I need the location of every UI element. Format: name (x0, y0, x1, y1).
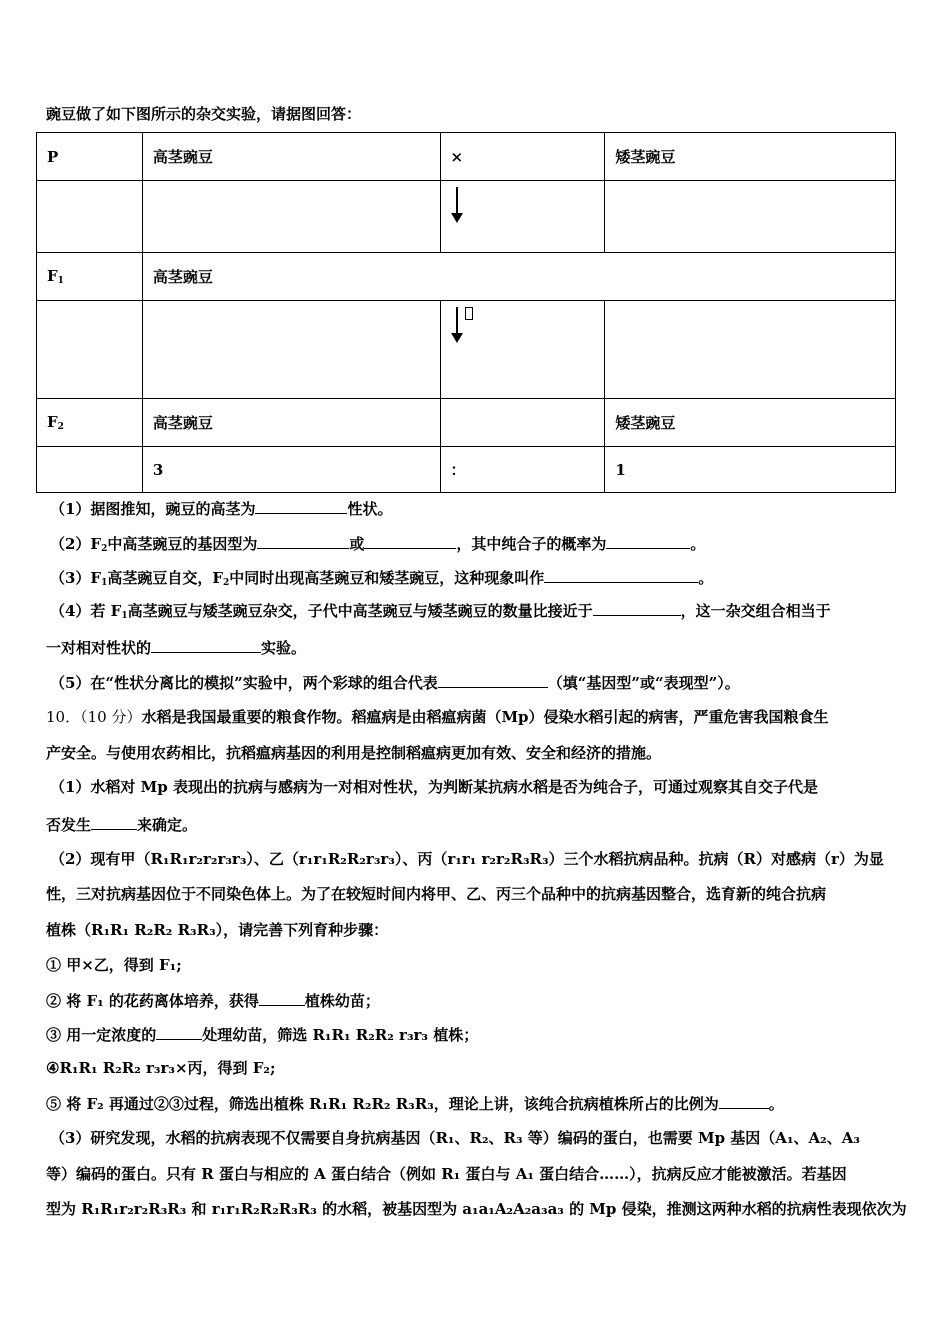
q9-question-5: （5）在“性状分离比的模拟”实验中，两个彩球的组合代表 （填“基因型”或“表现型”）。 (50, 674, 740, 692)
table-row-f1 (37, 253, 896, 301)
answer-blank[interactable] (156, 1024, 202, 1040)
q10-step-2: ② 将 F₁ 的花药离体培养，获得 植株幼苗； (46, 992, 380, 1010)
p-dwarf: 矮茎豌豆 (605, 133, 896, 181)
q9-question-2: $(2)F_2$中高茎豌豆的基因型为 或 ，其中纯合子的概率为 。 (50, 535, 706, 554)
q10-step-5: ⑤ 将 F₂ 再通过②③过程，筛选出植株 R₁R₁ R₂R₂ R₃R₃，理论上讲，该纯合抗病植株所占的比例为 。 (46, 1095, 784, 1113)
q9-question-4: （4）若 $F_1$高茎豌豆与矮茎豌豆杂交，子代中高茎豌豆与矮茎豌豆的数量比接近于 ，这一杂交组合相当于 (50, 602, 831, 621)
answer-blank[interactable] (91, 814, 137, 830)
q10-part-1-cont: 否发生 来确定。 (46, 816, 198, 834)
table-row-arrow-2 (37, 301, 896, 399)
answer-blank[interactable] (364, 533, 456, 549)
q10-part-2-line-2: 性，三对抗病基因位于不同染色体上。为了在较短时间内将甲、乙、丙三个品种中的抗病基因整合，选育新的纯合抗病 (46, 885, 827, 903)
table-row-f2 (37, 399, 896, 447)
q9-question-4-cont: 一对相对性状的 实验。 (46, 639, 307, 657)
f2-dwarf: 矮茎豌豆 (605, 399, 896, 447)
q10-part-3-line-2: 等）编码的蛋白。只有 R 蛋白与相应的 A 蛋白结合（例如 R₁ 蛋白与 A₁ 蛋白结合……），抗病反应才能被激活。若基因 (46, 1165, 847, 1183)
table-row-arrow-1 (37, 181, 896, 253)
ratio-separator: ： (440, 447, 605, 493)
q10-part-3-line-1: （3）研究发现，水稻的抗病表现不仅需要自身抗病基因（R₁、R₂、R₃ 等）编码的蛋白，也需要 Mp 基因（A₁、A₂、A₃ (50, 1129, 860, 1147)
f2-label: $F_2$ (37, 399, 143, 447)
answer-blank[interactable] (257, 533, 349, 549)
ratio-left: 3 (142, 447, 440, 493)
q10-part-1: （1）水稻对 Mp 表现出的抗病与感病为一对相对性状，为判断某抗病水稻是否为纯合子，可通过观察其自交子代是 (50, 778, 818, 796)
q10-stem-line-1: 10．（10 分）水稻是我国最重要的粮食作物。稻瘟病是由稻瘟病菌（Mp）侵染水稻引起的病害，严重危害我国粮食生 (46, 708, 829, 726)
p-tall: 高茎豌豆 (142, 133, 440, 181)
q10-part-2-line-1: （2）现有甲（R₁R₁r₂r₂r₃r₃）、乙（r₁r₁R₂R₂r₃r₃）、丙（r₁r₁ r₂r₂R₃R₃）三个水稻抗病品种。抗病（R）对感病（r）为显 (50, 850, 884, 868)
cross-sign: × (440, 133, 605, 181)
p-label: P (37, 133, 143, 181)
answer-blank[interactable] (151, 637, 261, 653)
q10-step-3: ③ 用一定浓度的 处理幼苗，筛选 R₁R₁ R₂R₂ r₃r₃ 植株； (46, 1026, 479, 1044)
f1-tall: 高茎豌豆 (142, 253, 895, 301)
ratio-right: 1 (605, 447, 896, 493)
q10-part-2-line-3: 植株（R₁R₁ R₂R₂ R₃R₃），请完善下列育种步骤： (46, 921, 389, 939)
answer-blank[interactable] (719, 1093, 769, 1109)
answer-blank[interactable] (259, 990, 305, 1006)
table-row-p (37, 133, 896, 181)
answer-blank[interactable] (255, 498, 347, 514)
answer-blank[interactable] (593, 600, 681, 616)
q10-part-3-line-3: 型为 R₁R₁r₂r₂R₃R₃ 和 r₁r₁R₂R₂R₃R₃ 的水稻，被基因型为 a₁a₁A₂A₂a₃a₃ 的 Mp 侵染，推测这两种水稻的抗病性表现依次为 (46, 1200, 907, 1218)
q10-stem-line-2: 产安全。与使用农药相比，抗稻瘟病基因的利用是控制稻瘟病更加有效、安全和经济的措施。 (46, 744, 662, 762)
q9-question-3: $(3)F_1$高茎豌豆自交，$F_2$中同时出现高茎豌豆和矮茎豌豆，这种现象叫作 。 (50, 569, 714, 588)
down-arrow-icon (451, 307, 463, 343)
cross-diagram-table (36, 132, 896, 493)
down-arrow-icon (451, 187, 463, 223)
f1-label: $F_1$ (37, 253, 143, 301)
answer-blank[interactable] (544, 567, 698, 583)
answer-blank[interactable] (606, 533, 690, 549)
q10-step-4: ④R₁R₁ R₂R₂ r₃r₃×丙，得到 F₂; (46, 1059, 276, 1077)
q10-step-1: ① 甲×乙，得到 F₁; (46, 956, 182, 974)
answer-blank[interactable] (438, 672, 548, 688)
selfing-symbol-icon (465, 307, 473, 320)
f2-tall: 高茎豌豆 (142, 399, 440, 447)
table-row-ratio (37, 447, 896, 493)
q9-question-1: （1）据图推知，豌豆的高茎为 性状。 (50, 500, 393, 518)
intro-text: 豌豆做了如下图所示的杂交实验，请据图回答： (46, 105, 362, 123)
